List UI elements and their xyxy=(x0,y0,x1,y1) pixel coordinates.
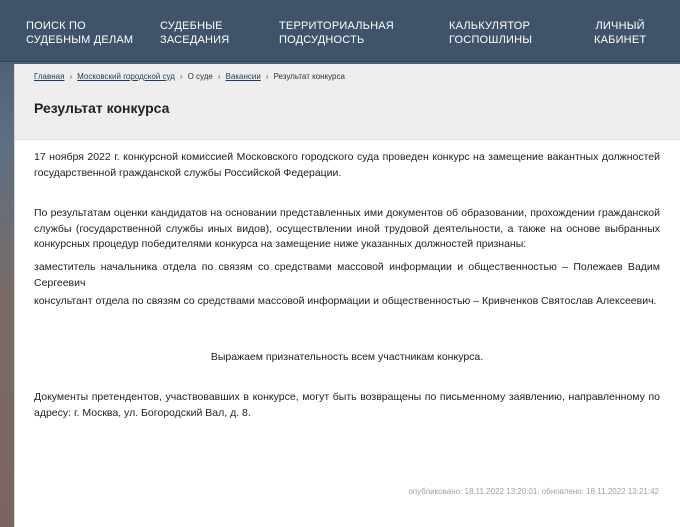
paragraph-intro: 17 ноября 2022 г. конкурсной комиссией Московского городского суда проведен конкурс на замещение вакантных должностей государственной гражданской службы Российской Федерации. xyxy=(34,151,660,179)
breadcrumb-about-court[interactable]: О суде xyxy=(187,72,213,81)
chevron-right-icon: › xyxy=(217,72,221,81)
published-date: опубликовано: 18.11.2022 13:20:01, обновлено: 18.11.2022 13:21:42 xyxy=(408,487,659,496)
paragraph-documents: Документы претендентов, участвовавших в конкурсе, могут быть возвращены по письменному заявлению, направленному по адресу: г. Москва, ул. Богородский Вал, д. 8. xyxy=(34,391,660,419)
content-panel xyxy=(14,64,680,527)
paragraph-results: По результатам оценки кандидатов на основании представленных ими документов об образовании, прохождении гражданской службы (государственной службы иных видов), осуществлении иной трудовой деятельности, а также на основе выбранных конкурсных процедур победителями конкурса на замещение ниже указанных должностей признаны: xyxy=(34,207,660,250)
paragraph-winner-2: консультант отдела по связям со средствами массовой информации и общественностью – Кривченков Святослав Алексеевич. xyxy=(34,295,657,307)
top-navigation xyxy=(0,0,680,62)
nav-item-case-search[interactable]: ПОИСК ПО СУДЕБНЫМ ДЕЛАМ xyxy=(26,20,134,46)
breadcrumb-home[interactable]: Главная xyxy=(34,72,65,81)
nav-item-court-sessions[interactable]: СУДЕБНЫЕ ЗАСЕДАНИЯ xyxy=(160,20,230,46)
breadcrumb-vacancies[interactable]: Вакансии xyxy=(225,72,261,81)
breadcrumb-current: Результат конкурса xyxy=(273,72,345,81)
chevron-right-icon: › xyxy=(179,72,183,81)
nav-item-personal-account[interactable]: ЛИЧНЫЙ КАБИНЕТ xyxy=(594,20,647,46)
nav-item-fee-calculator[interactable]: КАЛЬКУЛЯТОР ГОСПОШЛИНЫ xyxy=(449,20,533,46)
paragraph-winner-1: заместитель начальника отдела по связям со средствами массовой информации и общественностью – Полежаев Вадим Сергеевич xyxy=(34,261,660,289)
page-header xyxy=(15,64,680,140)
page-title: Результат конкурса xyxy=(34,100,170,116)
chevron-right-icon: › xyxy=(265,72,269,81)
nav-item-jurisdiction[interactable]: ТЕРРИТОРИАЛЬНАЯ ПОДСУДНОСТЬ xyxy=(279,20,394,46)
chevron-right-icon: › xyxy=(69,72,73,81)
breadcrumb xyxy=(34,72,345,81)
paragraph-thanks: Выражаем признательность всем участникам конкурса. xyxy=(210,351,484,363)
breadcrumb-moscow-city-court[interactable]: Московский городской суд xyxy=(77,72,175,81)
